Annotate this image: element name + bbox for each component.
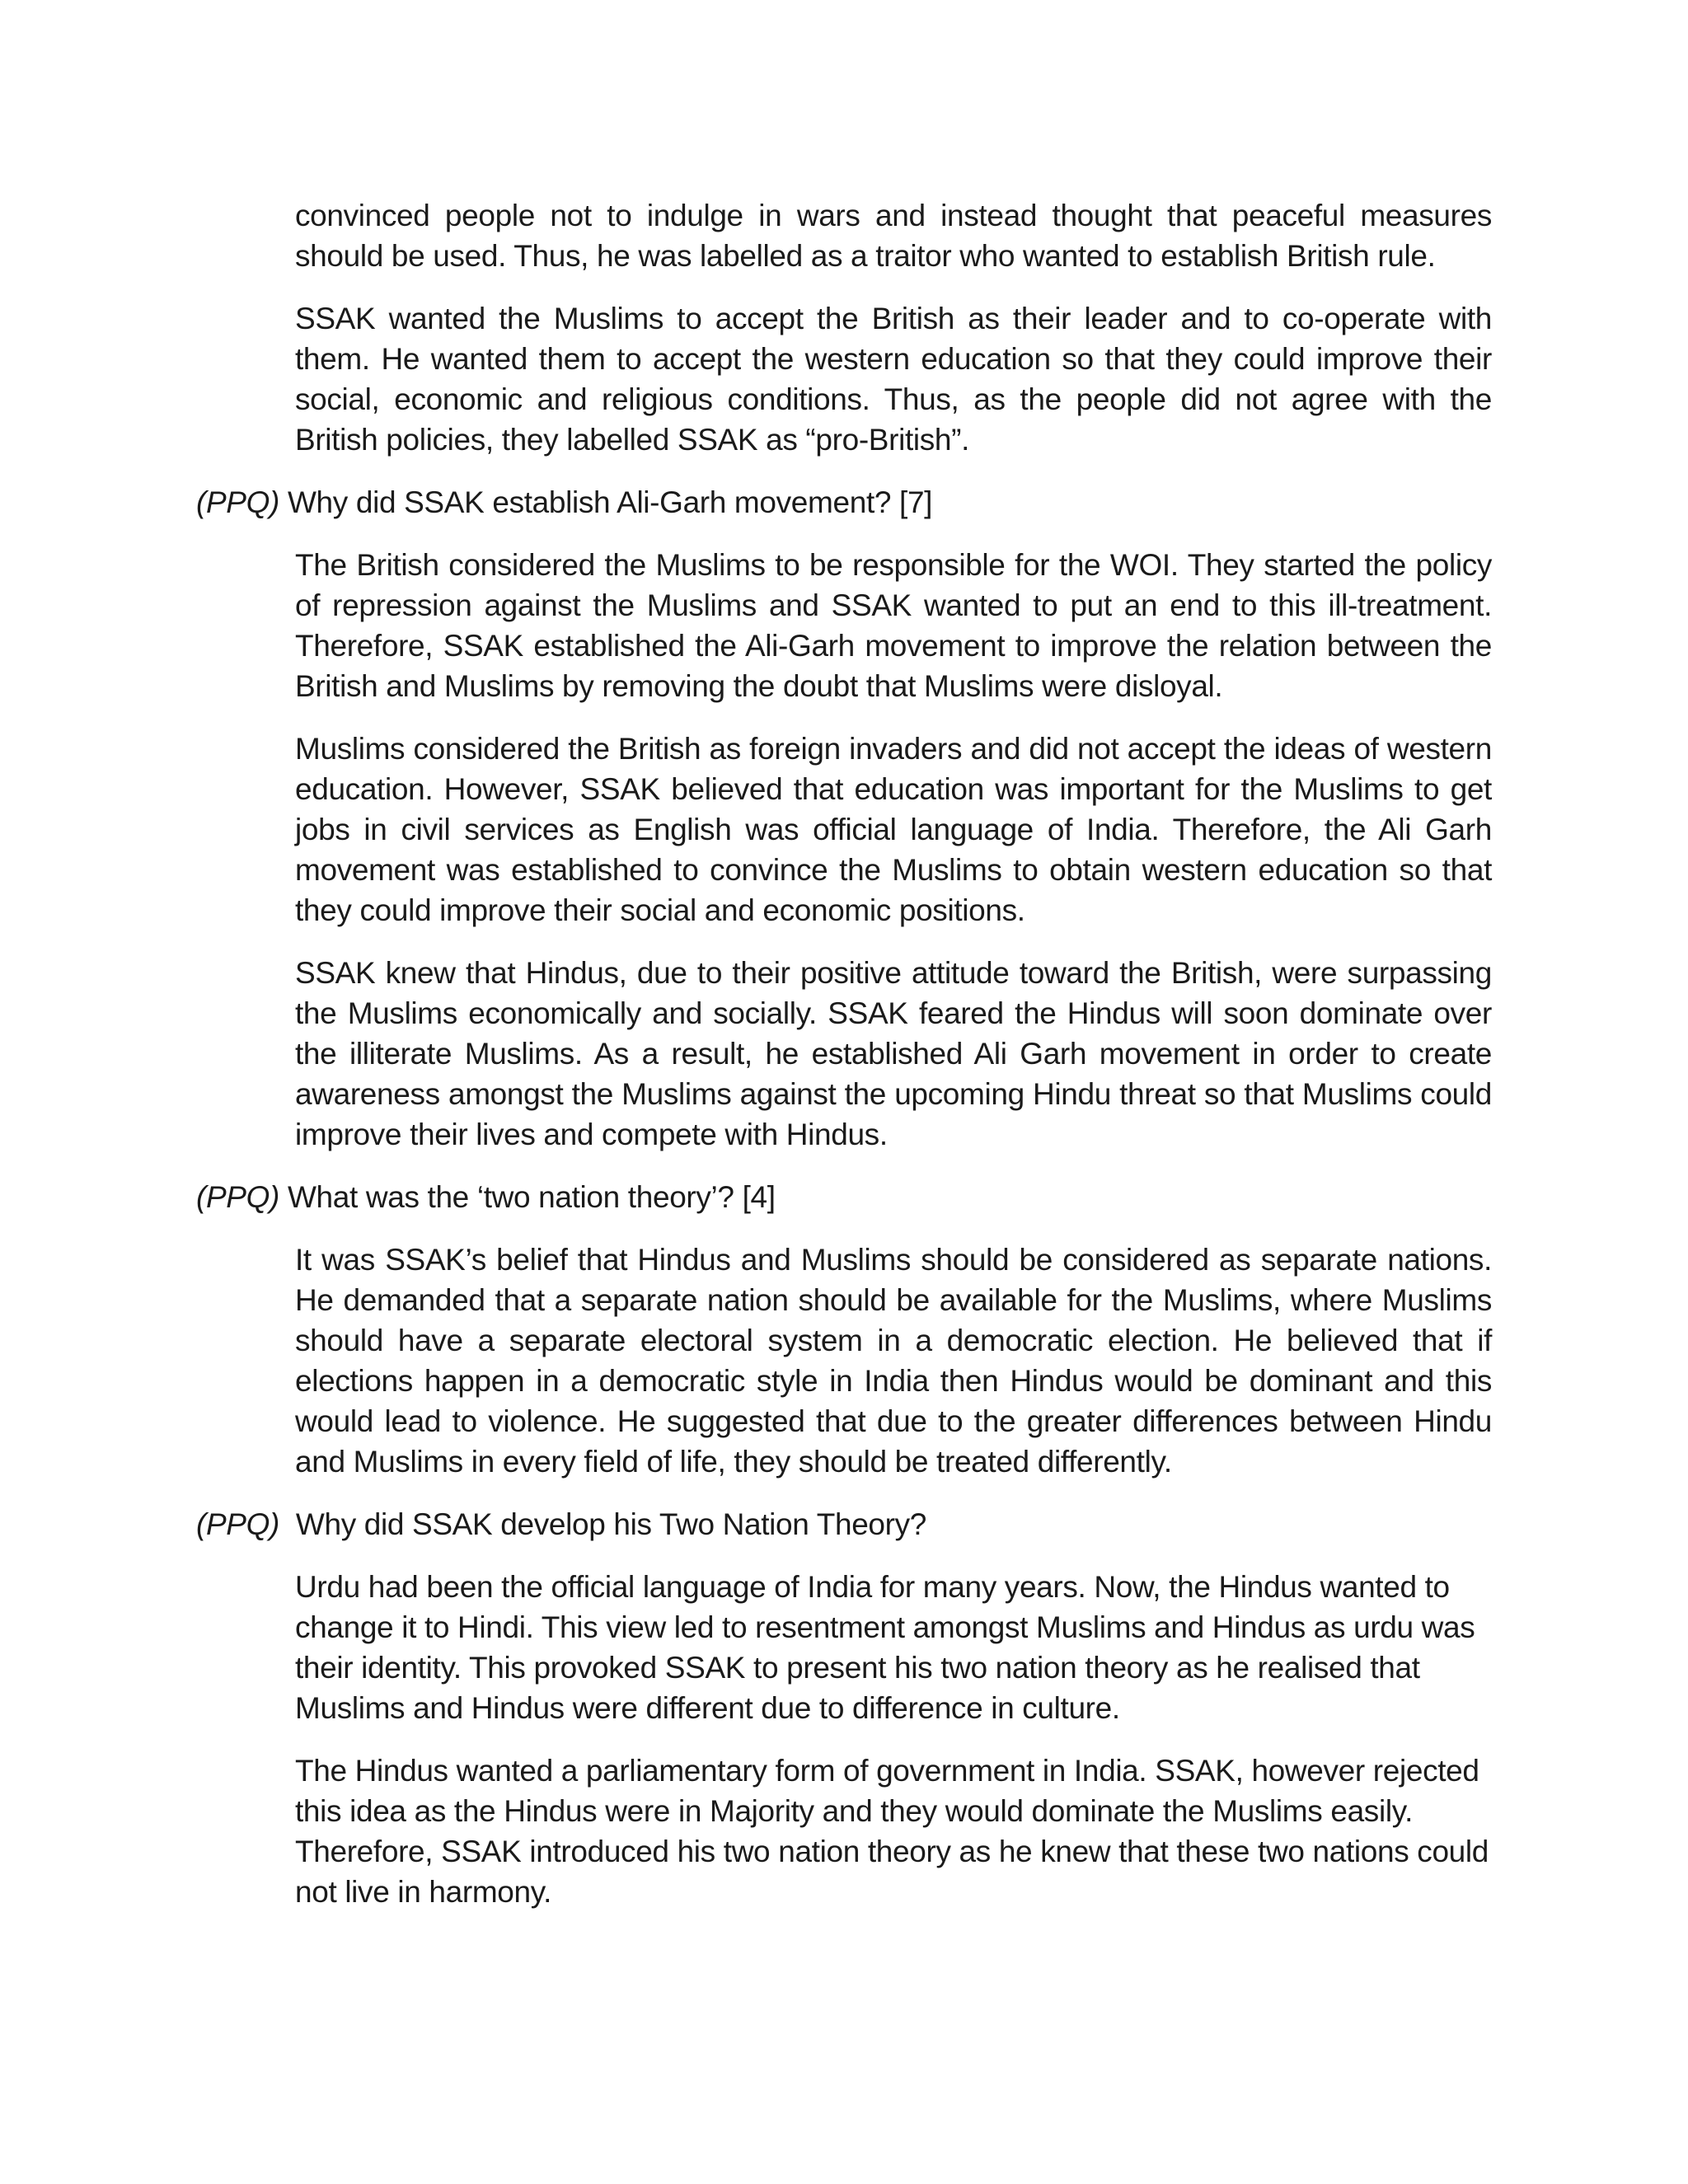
- paragraph-aligarh-relations: The British considered the Muslims to be responsible for the WOI. They started the policy of repression against the Muslims and SSAK wanted to put an end to this ill-treatment. Therefore, SSAK established the Ali-Garh movement to improve the relation between the British and Muslims by removing the doubt that Muslims were disloyal.: [295, 548, 1492, 703]
- paragraph-pro-british-traitor: convinced people not to indulge in wars and instead thought that peaceful measures should be used. Thus, he was labelled as a traitor who wanted to establish British rule.: [295, 199, 1492, 273]
- question-text: What was the ‘two nation theory’? [4]: [279, 1180, 776, 1214]
- question-text: Why did SSAK establish Ali-Garh movement? [7]: [279, 485, 933, 519]
- question-aligarh-movement: [196, 482, 1492, 523]
- question-text: Why did SSAK develop his Two Nation Theory?: [279, 1507, 927, 1541]
- paragraph-pro-british-label: SSAK wanted the Muslims to accept the British as their leader and to co-operate with them. He wanted them to accept the western education so that they could improve their social, economic and religious conditions. Thus, as the people did not agree with the British policies, they labelled SSAK as “pro-British”.: [295, 302, 1492, 457]
- question-tag: (PPQ): [196, 1180, 280, 1214]
- question-tag: (PPQ): [196, 1507, 280, 1541]
- question-tag: (PPQ): [196, 485, 280, 519]
- paragraph-aligarh-education: Muslims considered the British as foreign invaders and did not accept the ideas of western education. However, SSAK believed that education was important for the Muslims to get jobs in civil services as English was official language of India. Therefore, the Ali Garh movement was established to convince the Muslims to obtain western education so that they could improve their social and economic positions.: [295, 732, 1492, 927]
- paragraph-two-nation-belief: It was SSAK’s belief that Hindus and Muslims should be considered as separate nations. He demanded that a separate nation should be available for the Muslims, where Muslims should have a separate electoral system in a democratic election. He believed that if elections happen in a democratic style in India then Hindus would be dominant and this would lead to violence. He suggested that due to the greater differences between Hindu and Muslims in every field of life, they should be treated differently.: [295, 1243, 1492, 1479]
- paragraph-parliamentary-government: The Hindus wanted a parliamentary form of government in India. SSAK, however rejected this idea as the Hindus were in Majority and they would dominate the Muslims easily. Therefore, SSAK introduced his two nation theory as he knew that these two nations could not live in harmony.: [295, 1754, 1489, 1909]
- paragraph-aligarh-hindu-threat: SSAK knew that Hindus, due to their positive attitude toward the British, were surpassing the Muslims economically and socially. SSAK feared the Hindus will soon dominate over the illiterate Muslims. As a result, he established Ali Garh movement in order to create awareness amongst the Muslims against the upcoming Hindu threat so that Muslims could improve their lives and compete with Hindus.: [295, 956, 1492, 1151]
- question-why-two-nation-theory: [196, 1504, 1492, 1544]
- question-two-nation-theory: [196, 1177, 1492, 1217]
- paragraph-urdu-hindi: Urdu had been the official language of India for many years. Now, the Hindus wanted to change it to Hindi. This view led to resentment amongst Muslims and Hindus as urdu was their identity. This provoked SSAK to present his two nation theory as he realised that Muslims and Hindus were different due to difference in culture.: [295, 1570, 1475, 1725]
- document-body: [196, 195, 1492, 1934]
